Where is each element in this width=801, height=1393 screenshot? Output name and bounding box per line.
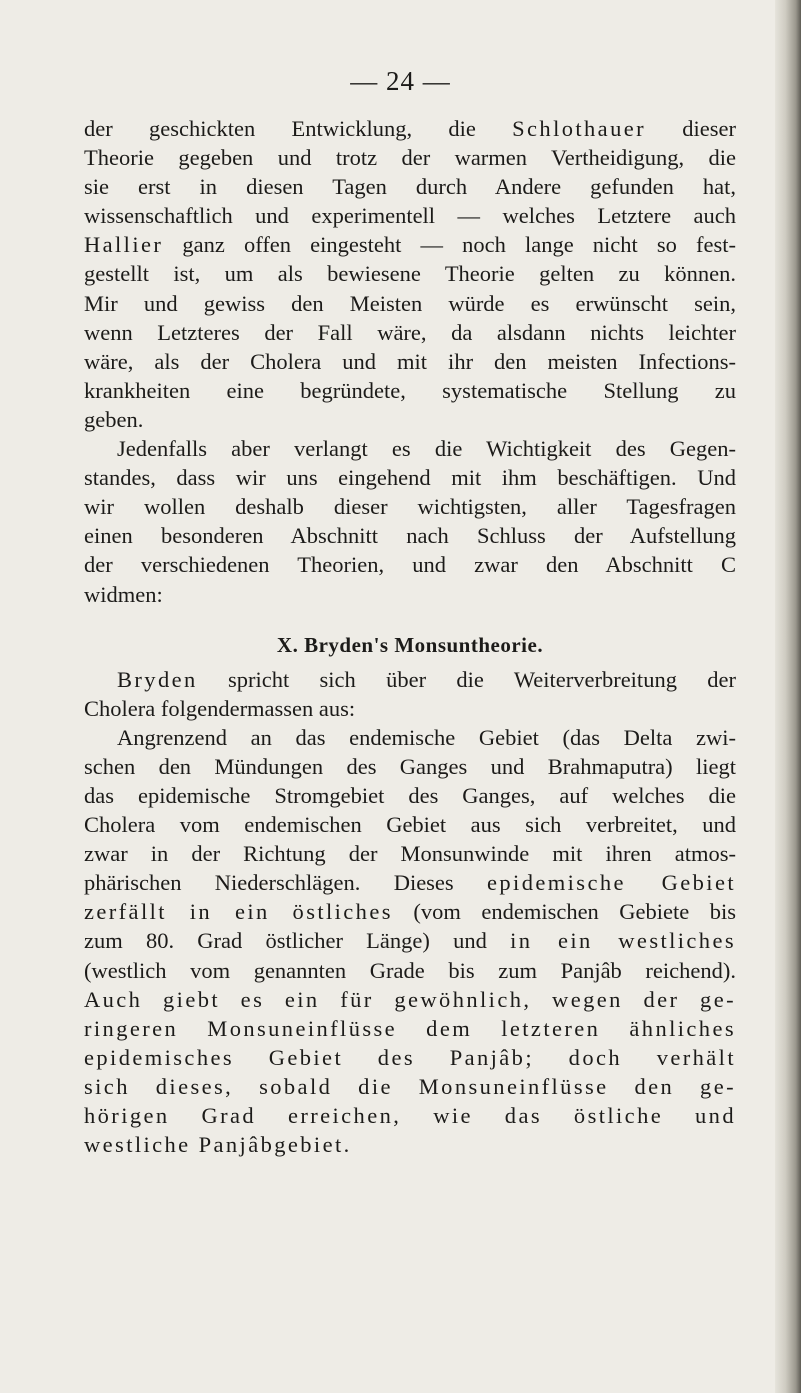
text-run: Cholera folgendermassen aus:: [84, 695, 356, 721]
text-run: (westlich vom genannten Grade bis zum Panjâb reichend).: [84, 957, 736, 983]
text-run: sie erst in diesen Tagen durch Andere gefunden hat,: [84, 174, 736, 200]
text-run: wäre, als der Cholera und mit ihr den meisten Infections-: [84, 348, 736, 374]
text-run: Jedenfalls aber verlangt es die Wichtigkeit des Gegen-: [117, 436, 736, 462]
text-run: geben.: [84, 406, 144, 432]
spaced-text-run: westliche Panjâbgebiet.: [84, 1132, 352, 1158]
text-line: [84, 1014, 736, 1043]
text-run: Angrenzend an das endemische Gebiet (das Delta zwi-: [117, 724, 736, 750]
text-line: [84, 347, 736, 376]
text-line: [84, 114, 736, 143]
text-line: [84, 926, 736, 955]
text-line: [84, 956, 736, 985]
text-line: [84, 839, 736, 868]
text-line: [84, 318, 736, 347]
text-line: [84, 580, 736, 609]
text-run: Cholera vom endemischen Gebiet aus sich verbreitet, und: [84, 812, 736, 838]
spaced-text-run: zerfällt in ein östliches: [84, 899, 393, 925]
text-run: widmen:: [84, 581, 163, 607]
text-line: [84, 781, 736, 810]
text-line: [84, 463, 736, 492]
text-line: [84, 897, 736, 926]
text-line: [84, 434, 736, 463]
text-line: [84, 985, 736, 1014]
text-line: [84, 1072, 736, 1101]
text-line: [84, 1130, 736, 1159]
text-line: [84, 143, 736, 172]
text-run: standes, dass wir uns eingehend mit ihm beschäftigen. Und: [84, 465, 736, 491]
text-run: der verschiedenen Theorien, und zwar den Abschnitt C: [84, 552, 736, 578]
text-run: Theorie gegeben und trotz der warmen Vertheidigung, die: [84, 145, 736, 171]
text-line: [84, 230, 736, 259]
text-run: wir wollen deshalb dieser wichtigsten, aller Tagesfragen: [84, 494, 736, 520]
spaced-text-run: sich dieses, sobald die Monsuneinflüsse den ge-: [84, 1073, 736, 1099]
spaced-text-run: Bryden: [117, 666, 198, 692]
text-line: [84, 868, 736, 897]
text-line: [84, 694, 736, 723]
text-line: [84, 289, 736, 318]
text-line: [84, 201, 736, 230]
text-run: krankheiten eine begründete, systematische Stellung zu: [84, 377, 736, 403]
text-run: (vom endemischen Gebiete bis: [392, 899, 736, 925]
spaced-text-run: epidemisches Gebiet des Panjâb; doch verhält: [84, 1044, 736, 1070]
paragraph-3: [84, 665, 736, 723]
text-run: dieser: [646, 116, 736, 141]
text-line: [84, 752, 736, 781]
spaced-text-run: hörigen Grad erreichen, wie das östliche und: [84, 1103, 736, 1128]
text-line: [84, 405, 736, 434]
paragraph-1: [84, 114, 736, 434]
text-run: zum 80. Grad östlicher Länge) und: [84, 928, 511, 954]
text-run: Mir und gewiss den Meisten würde es erwünscht sein,: [84, 290, 736, 316]
spaced-text-run: Hallier: [84, 232, 164, 258]
text-run: schen den Mündungen des Ganges und Brahmaputra) liegt: [84, 753, 736, 779]
text-line: [84, 172, 736, 201]
spaced-text-run: epidemische Gebiet: [487, 870, 736, 896]
page-edge-shadow: [775, 0, 801, 1393]
text-line: [84, 1043, 736, 1072]
paragraph-2: [84, 434, 736, 609]
text-line: [84, 550, 736, 579]
text-run: ganz offen eingesteht — noch lange nicht so fest-: [163, 232, 736, 258]
spaced-text-run: ringeren Monsuneinflüsse dem letzteren ähnliches: [84, 1015, 736, 1041]
text-run: wissenschaftlich und experimentell — welches Letztere auch: [84, 203, 736, 229]
text-line: [84, 665, 736, 694]
text-run: wenn Letzteres der Fall wäre, da alsdann nichts leichter: [84, 319, 736, 345]
text-line: [84, 810, 736, 839]
section-heading: X. Bryden's Monsuntheorie.: [276, 632, 544, 657]
text-run: spricht sich über die Weiterverbreitung der: [197, 666, 736, 692]
text-run: gestellt ist, um als bewiesene Theorie gelten zu können.: [84, 261, 736, 287]
text-line: [84, 723, 736, 752]
spaced-text-run: Auch giebt es ein für gewöhnlich, wegen der ge-: [84, 986, 736, 1012]
text-run: einen besonderen Abschnitt nach Schluss der Aufstellung: [84, 523, 736, 549]
spaced-text-run: Schlothauer: [512, 116, 646, 141]
text-line: [84, 1101, 736, 1130]
text-run: phärischen Niederschlägen. Dieses: [84, 870, 488, 896]
paragraph-4: [84, 723, 736, 1159]
text-line: [84, 259, 736, 288]
page-number: — 24 —: [350, 66, 451, 96]
text-line: [84, 492, 736, 521]
text-run: der geschickten Entwicklung, die: [84, 116, 513, 141]
text-line: [84, 376, 736, 405]
body-text-top: [84, 114, 736, 1159]
text-line: [84, 521, 736, 550]
spaced-text-run: in ein westliches: [510, 928, 737, 954]
text-run: das epidemische Stromgebiet des Ganges, auf welches die: [84, 782, 736, 808]
text-run: zwar in der Richtung der Monsunwinde mit ihren atmos-: [84, 841, 736, 867]
